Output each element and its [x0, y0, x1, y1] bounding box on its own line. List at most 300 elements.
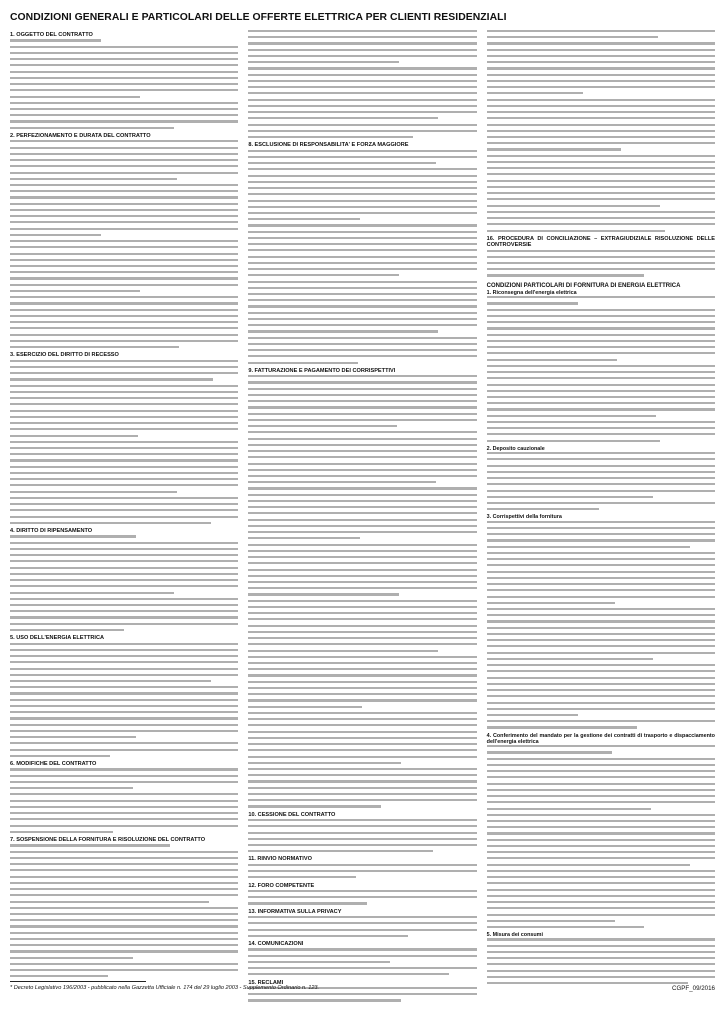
text-line — [10, 190, 238, 192]
section-heading: 16. PROCEDURA DI CONCILIAZIONE – EXTRAGIUDIZIALE RISOLUZIONE DELLE CONTROVERSIE — [486, 235, 715, 249]
text-line — [10, 277, 238, 279]
text-line — [487, 421, 715, 423]
text-line — [248, 36, 476, 38]
text-line — [248, 922, 476, 924]
text-line — [487, 130, 715, 132]
text-line — [10, 876, 238, 878]
section-heading: 10. CESSIONE DEL CONTRATTO — [248, 811, 336, 818]
text-line — [10, 604, 238, 606]
text-line — [487, 620, 715, 622]
text-line — [487, 490, 715, 492]
text-line — [10, 649, 238, 651]
text-line — [248, 693, 476, 695]
section-body-text — [248, 375, 476, 807]
text-line — [248, 756, 476, 758]
text-line — [248, 200, 476, 202]
text-line — [248, 606, 476, 608]
text-line — [10, 775, 238, 777]
footnote: * Decreto Legislativo 196/2003 - pubblicato nella Gazzetta Ufficiale n. 174 del 29 luglio 2003 - Supplemento Ordinario n. 123. — [10, 985, 320, 991]
text-line — [487, 558, 715, 560]
text-line — [10, 478, 238, 480]
text-line — [10, 240, 238, 242]
text-line — [487, 571, 715, 573]
text-line — [10, 102, 238, 104]
text-line — [487, 377, 715, 379]
text-line — [248, 67, 476, 69]
text-line — [248, 587, 476, 589]
text-line — [10, 812, 238, 814]
text-line — [10, 64, 238, 66]
text-line — [248, 537, 360, 539]
text-line — [248, 243, 476, 245]
text-line — [248, 902, 367, 904]
section-body-text — [487, 30, 715, 232]
section-body-text — [10, 643, 238, 757]
text-line — [10, 253, 238, 255]
text-line — [10, 296, 238, 298]
text-line — [487, 327, 715, 329]
text-line — [10, 228, 238, 230]
text-line — [10, 882, 238, 884]
text-line — [248, 935, 408, 937]
section-body-text — [487, 250, 715, 277]
text-line — [10, 863, 238, 865]
text-line — [487, 390, 715, 392]
text-line — [487, 30, 715, 32]
text-line — [487, 845, 715, 847]
text-line — [248, 343, 476, 345]
section-body-text — [248, 864, 476, 879]
text-line — [487, 477, 715, 479]
text-line — [10, 441, 238, 443]
text-line — [487, 539, 715, 541]
text-line — [10, 484, 238, 486]
text-line — [487, 938, 715, 940]
text-line — [487, 820, 715, 822]
text-line — [487, 124, 715, 126]
text-line — [248, 150, 476, 152]
text-line — [487, 340, 715, 342]
text-line — [487, 415, 656, 417]
text-line — [487, 957, 715, 959]
text-line — [10, 246, 238, 248]
section-body-text — [248, 890, 476, 905]
text-line — [10, 290, 140, 292]
text-line — [10, 957, 133, 959]
text-line — [10, 503, 238, 505]
text-line — [487, 471, 715, 473]
text-line — [248, 324, 476, 326]
text-line — [487, 982, 688, 984]
text-line — [248, 712, 476, 714]
text-line — [487, 346, 715, 348]
text-line — [248, 916, 476, 918]
subsection-heading: 1. Riconsegna dell'energia elettrica — [486, 289, 577, 296]
text-line — [10, 567, 238, 569]
text-line — [487, 851, 715, 853]
text-line — [10, 610, 238, 612]
text-line — [487, 945, 715, 947]
text-line — [487, 223, 715, 225]
text-line — [487, 92, 583, 94]
text-line — [487, 321, 715, 323]
text-line — [248, 30, 476, 32]
text-line — [10, 221, 238, 223]
text-line — [248, 774, 476, 776]
text-line — [487, 309, 715, 311]
text-line — [10, 674, 238, 676]
text-line — [487, 708, 715, 710]
text-line — [10, 749, 238, 751]
text-line — [248, 618, 476, 620]
text-line — [10, 869, 238, 871]
text-line — [248, 274, 399, 276]
text-line — [248, 55, 476, 57]
text-line — [487, 645, 715, 647]
text-line — [487, 117, 715, 119]
text-line — [487, 67, 715, 69]
text-line — [10, 284, 238, 286]
text-line — [487, 230, 665, 232]
text-line — [487, 702, 715, 704]
text-line — [248, 531, 476, 533]
text-line — [248, 819, 476, 821]
text-line — [248, 687, 476, 689]
text-line — [487, 483, 715, 485]
text-line — [10, 542, 238, 544]
text-line — [248, 955, 476, 957]
text-line — [248, 212, 476, 214]
text-line — [487, 205, 661, 207]
text-line — [248, 876, 355, 878]
text-line — [487, 670, 715, 672]
text-line — [487, 452, 715, 454]
text-line — [248, 475, 476, 477]
text-line — [248, 668, 476, 670]
text-line — [10, 579, 238, 581]
text-line — [10, 184, 238, 186]
text-line — [248, 299, 476, 301]
text-line — [248, 444, 476, 446]
text-line — [248, 838, 476, 840]
text-line — [10, 643, 238, 645]
text-line — [248, 643, 476, 645]
text-line — [10, 416, 238, 418]
text-line — [248, 394, 476, 396]
text-line — [10, 435, 138, 437]
text-line — [248, 168, 476, 170]
text-line — [10, 96, 140, 98]
section-heading: CONDIZIONI PARTICOLARI DI FORNITURA DI ENERGIA ELETTRICA — [486, 282, 681, 289]
text-line — [487, 502, 715, 504]
section-body-text — [487, 745, 715, 928]
text-line — [10, 472, 238, 474]
text-line — [487, 161, 715, 163]
text-line — [487, 714, 578, 716]
text-line — [248, 193, 476, 195]
text-line — [248, 743, 476, 745]
subsection-heading: 5. Misura dei consumi — [486, 932, 543, 939]
text-line — [248, 961, 390, 963]
text-line — [487, 250, 715, 252]
text-line — [487, 639, 715, 641]
text-line — [248, 544, 476, 546]
text-line — [487, 74, 715, 76]
text-line — [10, 165, 238, 167]
text-line — [487, 789, 715, 791]
text-line — [248, 262, 476, 264]
text-line — [487, 920, 615, 922]
text-line — [10, 655, 238, 657]
text-line — [487, 826, 715, 828]
section-heading: 4. DIRITTO DI RIPENSAMENTO — [10, 528, 93, 535]
text-line — [248, 637, 476, 639]
text-line — [10, 668, 238, 670]
text-line — [10, 422, 238, 424]
text-line — [10, 203, 238, 205]
text-line — [487, 80, 715, 82]
text-line — [248, 224, 476, 226]
text-line — [248, 850, 433, 852]
text-line — [487, 963, 715, 965]
text-line — [248, 500, 476, 502]
text-line — [10, 466, 238, 468]
text-line — [248, 631, 476, 633]
section-body-text — [10, 360, 238, 524]
text-line — [248, 86, 476, 88]
section-body-text — [248, 916, 476, 937]
text-line — [248, 117, 438, 119]
text-line — [487, 633, 715, 635]
text-line — [248, 156, 476, 158]
text-line — [10, 730, 238, 732]
text-line — [487, 465, 715, 467]
text-line — [10, 172, 238, 174]
text-line — [487, 61, 715, 63]
text-line — [10, 234, 101, 236]
text-line — [10, 535, 136, 537]
text-line — [248, 724, 476, 726]
section-body-text — [487, 938, 715, 984]
text-line — [10, 428, 238, 430]
text-line — [10, 346, 179, 348]
text-line — [10, 925, 238, 927]
section-body-text — [10, 535, 238, 631]
text-line — [248, 650, 438, 652]
text-line — [10, 372, 238, 374]
text-line — [248, 890, 476, 892]
text-line — [10, 271, 238, 273]
text-line — [487, 689, 715, 691]
text-line — [487, 795, 715, 797]
text-line — [10, 781, 238, 783]
text-line — [10, 592, 174, 594]
text-line — [248, 793, 476, 795]
text-line — [248, 487, 476, 489]
text-line — [487, 302, 578, 304]
text-line — [10, 755, 110, 757]
text-line — [10, 717, 238, 719]
text-line — [487, 808, 651, 810]
section-body-text — [487, 296, 715, 441]
text-line — [248, 674, 476, 676]
text-line — [487, 384, 715, 386]
text-line — [248, 706, 362, 708]
text-line — [10, 950, 238, 952]
text-line — [10, 711, 238, 713]
text-line — [10, 52, 238, 54]
text-line — [248, 575, 476, 577]
text-line — [248, 681, 476, 683]
text-line — [248, 469, 476, 471]
text-line — [487, 976, 715, 978]
text-line — [487, 268, 715, 270]
text-line — [487, 371, 715, 373]
text-line — [10, 309, 238, 311]
text-line — [248, 438, 476, 440]
column-right — [487, 30, 715, 973]
text-line — [248, 550, 476, 552]
text-line — [487, 882, 715, 884]
text-line — [10, 554, 238, 556]
text-line — [10, 844, 170, 846]
text-line — [248, 80, 476, 82]
text-line — [487, 695, 715, 697]
text-line — [487, 614, 715, 616]
text-line — [10, 178, 177, 180]
text-line — [487, 296, 715, 298]
section-body-text — [10, 844, 238, 977]
text-line — [248, 181, 476, 183]
text-line — [10, 209, 238, 211]
section-heading: 15. RECLAMI — [248, 979, 284, 986]
text-line — [248, 49, 476, 51]
section-body-text — [248, 30, 476, 138]
text-line — [487, 359, 617, 361]
text-line — [248, 569, 476, 571]
text-line — [248, 124, 476, 126]
text-line — [487, 155, 715, 157]
section-heading: 6. MODIFICHE DEL CONTRATTO — [10, 761, 97, 768]
text-line — [487, 864, 690, 866]
text-line — [248, 206, 476, 208]
text-line — [10, 598, 238, 600]
text-line — [10, 705, 238, 707]
text-line — [10, 516, 238, 518]
text-line — [10, 825, 238, 827]
text-line — [248, 375, 476, 377]
section-heading: 5. USO DELL'ENERGIA ELETTRICA — [10, 635, 105, 642]
text-line — [248, 870, 476, 872]
text-line — [10, 265, 238, 267]
text-line — [10, 831, 113, 833]
text-line — [248, 450, 476, 452]
text-line — [10, 548, 238, 550]
text-line — [10, 894, 238, 896]
subsection-heading: 4. Conferimento del mandato per la gestione dei contratti di trasporto e dispacciamento dell'energia elettrica — [486, 732, 715, 745]
text-line — [487, 496, 654, 498]
text-line — [248, 74, 476, 76]
text-line — [248, 362, 358, 364]
text-line — [248, 494, 476, 496]
text-line — [10, 259, 238, 261]
text-line — [10, 315, 238, 317]
section-body-text — [248, 948, 476, 975]
text-line — [487, 256, 715, 258]
text-line — [10, 522, 211, 524]
text-line — [487, 776, 715, 778]
text-line — [248, 737, 476, 739]
text-line — [487, 596, 715, 598]
text-line — [10, 616, 238, 618]
section-heading: 1. OGGETTO DEL CONTRATTO — [10, 32, 93, 38]
section-heading: 3. ESERCIZIO DEL DIRITTO DI RECESSO — [10, 352, 119, 359]
text-line — [248, 318, 476, 320]
text-line — [248, 249, 476, 251]
section-body-text — [10, 39, 238, 128]
text-line — [10, 818, 238, 820]
text-line — [487, 365, 715, 367]
section-heading: 14. COMUNICAZIONI — [248, 941, 304, 948]
text-line — [10, 83, 238, 85]
text-line — [10, 585, 238, 587]
text-line — [10, 302, 238, 304]
text-line — [10, 71, 238, 73]
text-line — [487, 683, 715, 685]
text-line — [487, 764, 715, 766]
text-line — [10, 913, 238, 915]
text-line — [487, 427, 715, 429]
text-line — [248, 400, 476, 402]
text-line — [487, 602, 615, 604]
text-line — [248, 481, 435, 483]
text-line — [10, 140, 238, 142]
text-line — [487, 895, 715, 897]
text-line — [10, 108, 238, 110]
text-line — [10, 447, 238, 449]
text-line — [487, 186, 715, 188]
column-middle — [248, 30, 476, 986]
text-line — [10, 127, 174, 129]
text-line — [248, 162, 435, 164]
text-line — [248, 381, 476, 383]
text-line — [248, 431, 476, 433]
text-line — [10, 397, 238, 399]
text-line — [248, 780, 476, 782]
text-line — [487, 111, 715, 113]
text-line — [248, 973, 449, 975]
text-line — [10, 787, 133, 789]
column-left — [10, 30, 238, 973]
text-line — [10, 692, 238, 694]
text-columns — [10, 30, 715, 986]
text-line — [487, 783, 715, 785]
text-line — [248, 896, 476, 898]
text-line — [10, 888, 238, 890]
text-line — [487, 334, 715, 336]
section-heading: 8. ESCLUSIONE DI RESPONSABILITA' E FORZA MAGGIORE — [248, 142, 409, 149]
section-heading: 9. FATTURAZIONE E PAGAMENTO DEI CORRISPETTIVI — [248, 367, 396, 374]
text-line — [10, 742, 238, 744]
text-line — [487, 577, 715, 579]
text-line — [248, 388, 476, 390]
text-line — [248, 948, 476, 950]
subsection-heading: 2. Deposito cauzionale — [486, 445, 545, 452]
text-line — [10, 334, 238, 336]
text-line — [10, 385, 238, 387]
text-line — [248, 799, 476, 801]
text-line — [10, 77, 238, 79]
